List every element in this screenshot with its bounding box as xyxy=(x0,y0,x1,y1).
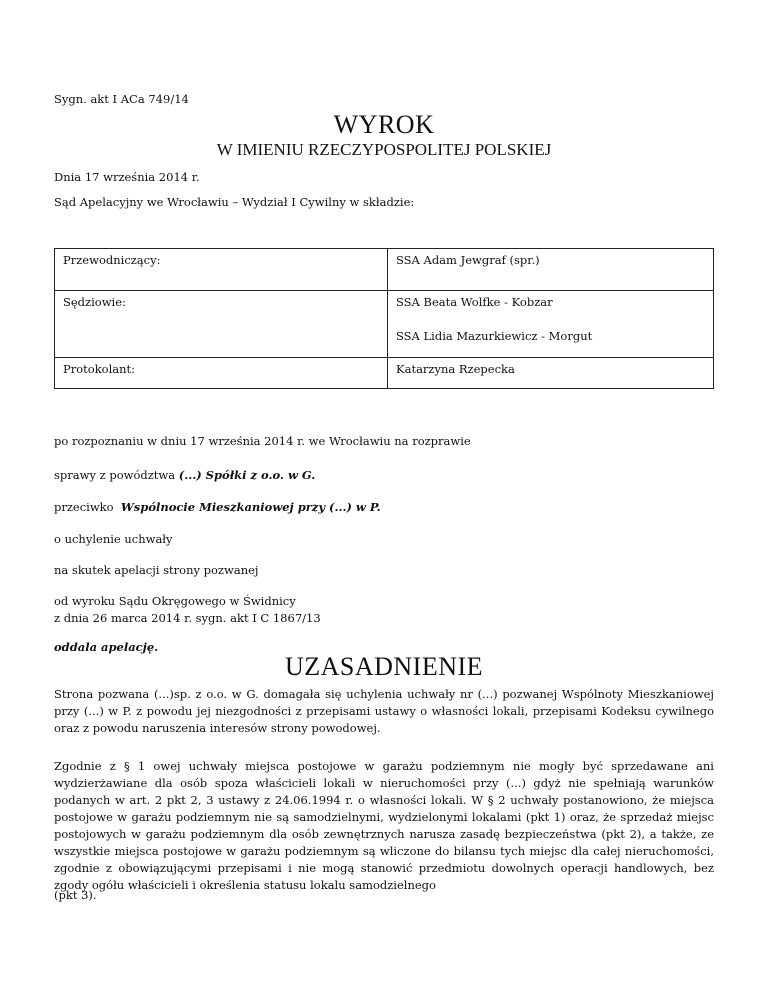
table-row xyxy=(55,249,714,291)
chair-value: SSA Adam Jewgraf (spr.) xyxy=(388,249,714,291)
justification-paragraph-2: Zgodnie z § 1 owej uchwały miejsca postojowe w garażu podziemnym nie mogły być sprzedawane ani wydzierżawiane dla osób spoza właścicieli lokali w nieruchomości przy (...) gdyż nie spełniają warunków podanych w art. 2 pkt 2, 3 ustawy z 24.06.1994 r. o własności lokali. W § 2 uchwały postanowiono, że miejsca postojowe w garażu podziemnym nie są samodzielnymi, wydzielonymi lokalami (pkt 1) oraz, że sprzedaż miejsc postojowych w garażu podziemnym dla osób zewnętrznych narusza zasadę bezpieczeństwa (pkt 2), a także, ze wszystkie miejsca postojowe w garażu podziemnym są wliczone do bilansu tych miejsc dla całej nieruchomości, zgodnie z obowiązującymi przepisami i nie mogą stanowić przedmiotu dowolnych operacji handlowych, bez zgody ogółu właścicieli i określenia statusu lokalu samodzielnego xyxy=(54,759,714,892)
clerk-value: Katarzyna Rzepecka xyxy=(388,358,714,389)
document-subtitle: W IMIENIU RZECZYPOSPOLITEJ POLSKIEJ xyxy=(216,140,552,159)
proceedings-line-7: z dnia 26 marca 2014 r. sygn. akt I C 1867/13 xyxy=(54,611,321,625)
proceedings-line-5: na skutek apelacji strony pozwanej xyxy=(54,563,259,577)
judge-1: SSA Beata Wolfke - Kobzar xyxy=(396,295,553,309)
court-composition: Sąd Apelacyjny we Wrocławiu – Wydział I Cywilny w składzie: xyxy=(54,195,415,209)
judges-value xyxy=(388,291,714,358)
judge-2: SSA Lidia Mazurkiewicz - Morgut xyxy=(396,329,593,343)
proceedings-line-6: od wyroku Sądu Okręgowego w Świdnicy xyxy=(54,594,296,608)
judges-label: Sędziowie: xyxy=(55,291,388,358)
panel-table xyxy=(54,248,714,389)
decision: oddala apelację. xyxy=(54,640,159,654)
clerk-label: Protokolant: xyxy=(55,358,388,389)
defendant-name: Wspólnocie Mieszkaniowej przy (...) w P. xyxy=(120,500,381,514)
proceedings-line-3: przeciwko Wspólnocie Mieszkaniowej przy (...) w P. xyxy=(54,500,381,514)
proceedings-line-4: o uchylenie uchwały xyxy=(54,532,173,546)
case-signature: Sygn. akt I ACa 749/14 xyxy=(54,92,189,106)
proceedings-line-2: sprawy z powództwa (...) Spółki z o.o. w G. xyxy=(54,468,316,482)
proceedings-line-1: po rozpoznaniu w dniu 17 września 2014 r. we Wrocławiu na rozprawie xyxy=(54,434,471,448)
table-row xyxy=(55,358,714,389)
justification-paragraph-2-tail: (pkt 3). xyxy=(54,888,97,902)
table-row xyxy=(55,291,714,358)
plaintiff-name: (...) Spółki z o.o. w G. xyxy=(178,468,316,482)
judgment-date: Dnia 17 września 2014 r. xyxy=(54,170,200,184)
justification-paragraph-1: Strona pozwana (...)sp. z o.o. w G. domagała się uchylenia uchwały nr (...) pozwanej Wspólnoty Mieszkaniowej przy (...) w P. z powodu jej niezgodności z przepisami ustawy o własności lokali, przepisami Kodeksu cywilnego oraz z powodu naruszenia interesów strony powodowej. xyxy=(54,687,714,735)
justification-title: UZASADNIENIE xyxy=(284,652,484,681)
document-title: WYROK xyxy=(333,110,435,139)
chair-label: Przewodniczący: xyxy=(55,249,388,291)
